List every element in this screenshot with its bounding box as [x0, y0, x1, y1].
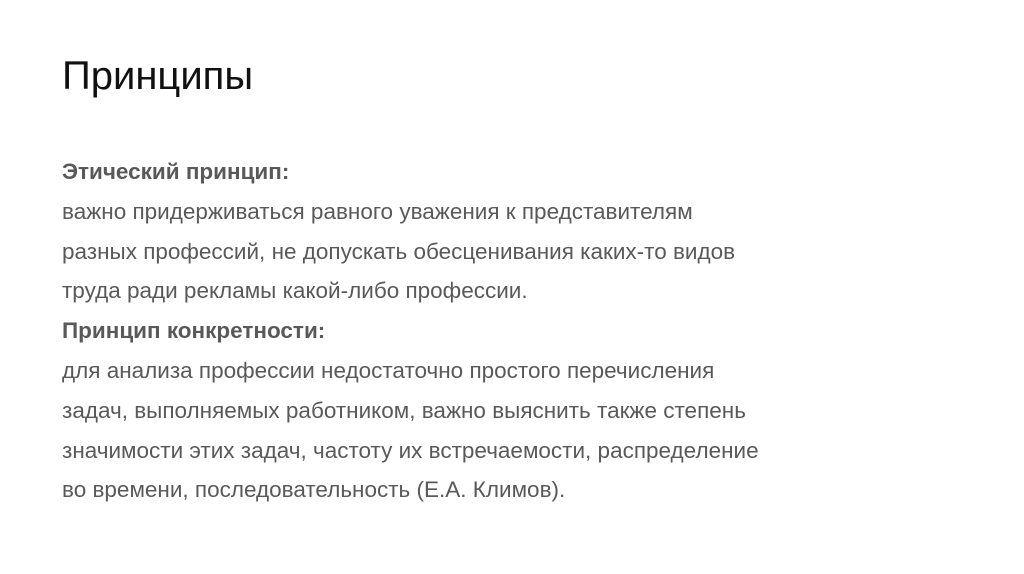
section-text-line: труда ради рекламы какой-либо профессии. — [62, 278, 528, 304]
section-text-line: разных профессий, не допускать обесценивания каких-то видов — [62, 238, 736, 264]
slide-body — [62, 152, 962, 510]
section-text-line: для анализа профессии недостаточно простого перечисления — [62, 357, 715, 383]
section-text-line: значимости этих задач, частоту их встречаемости, распределение — [62, 437, 759, 463]
section-heading-ethical: Этический принцип: — [62, 159, 290, 184]
section-heading-concreteness: Принцип конкретности: — [62, 318, 326, 344]
slide-title: Принципы — [62, 54, 254, 98]
section-text-line: важно придерживаться равного уважения к представителям — [62, 198, 693, 224]
section-text-line: во времени, последовательность (Е.А. Климов). — [62, 477, 566, 503]
section-text-line: задач, выполняемых работником, важно выяснить также степень — [62, 397, 746, 423]
